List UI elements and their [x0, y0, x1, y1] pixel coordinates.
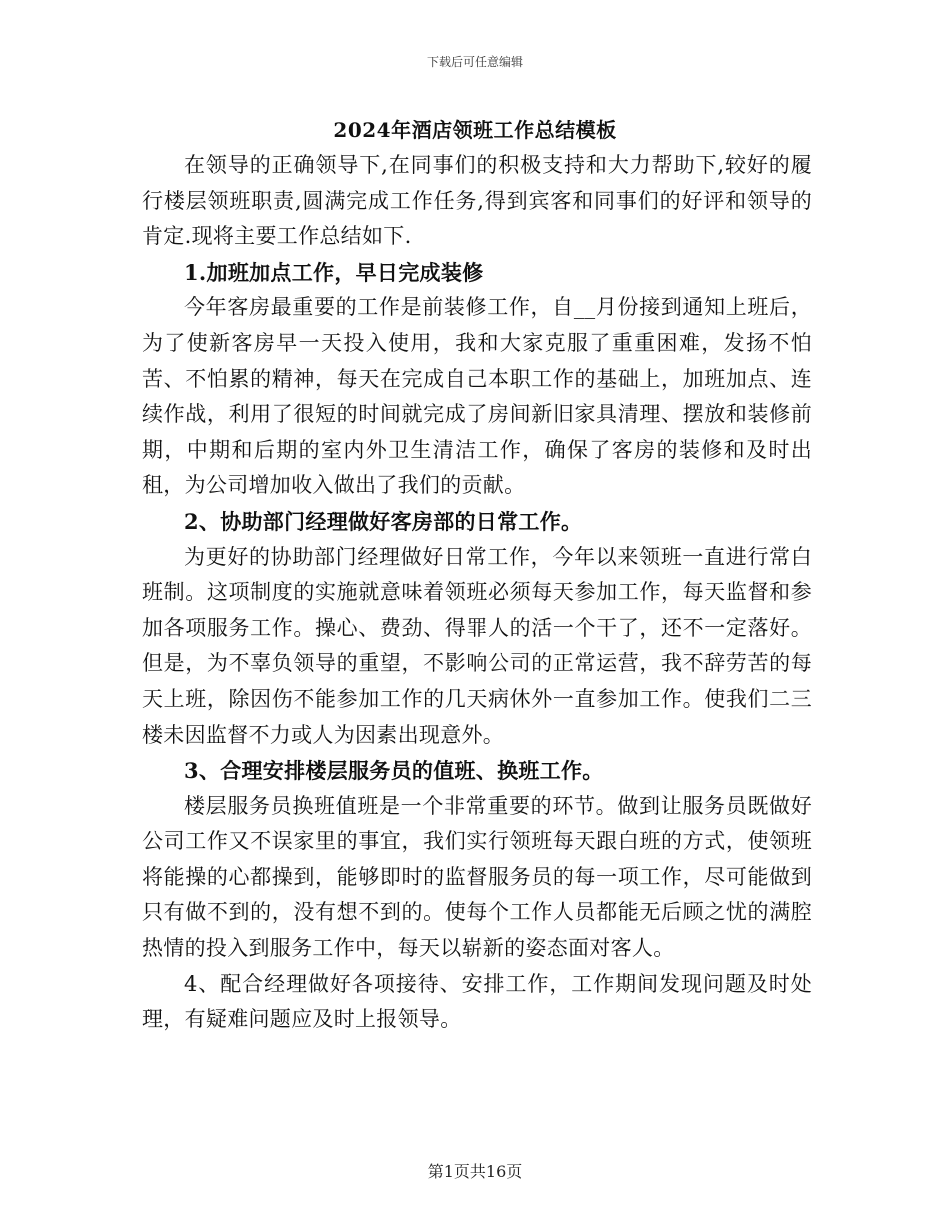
section-paragraph-4: 4、配合经理做好各项接待、安排工作，工作期间发现问题及时处理，有疑难问题应及时上报领导。	[142, 971, 812, 1032]
header-note: 下载后可任意编辑	[426, 55, 523, 69]
document-title: 2024年酒店领班工作总结模板	[333, 118, 617, 142]
section-paragraph-3: 楼层服务员换班值班是一个非常重要的环节。做到让服务员既做好公司工作又不误家里的事宜，我们实行领班每天跟白班的方式，使领班将能操的心都操到，能够即时的监督服务员的每一项工作，尽可能做到只有做不到的，没有想不到的。使每个工作人员都能无后顾之忧的满腔热情的投入到服务工作中，每天以崭新的姿态面对客人。	[142, 793, 812, 961]
document-body	[142, 148, 812, 1038]
intro-paragraph: 在领导的正确领导下,在同事们的积极支持和大力帮助下,较好的履行楼层领班职责,圆满完成工作任务,得到宾客和同事们的好评和领导的肯定.现将主要工作总结如下.	[142, 153, 812, 249]
section-heading-1: 1.加班加点工作，早日完成装修	[184, 259, 484, 285]
page-footer: 第1页共16页	[427, 1162, 523, 1181]
section-paragraph-1: 今年客房最重要的工作是前装修工作，自__月份接到通知上班后，为了使新客房早一天投入使用，我和大家克服了重重困难，发扬不怕苦、不怕累的精神，每天在完成自己本职工作的基础上，加班加点、连续作战，利用了很短的时间就完成了房间新旧家具清理、摆放和装修前期，中期和后期的室内外卫生清洁工作，确保了客房的装修和及时出租，为公司增加收入做出了我们的贡献。	[142, 295, 812, 498]
section-heading-3: 3、合理安排楼层服务员的值班、换班工作。	[184, 758, 604, 784]
section-paragraph-2: 为更好的协助部门经理做好日常工作，今年以来领班一直进行常白班制。这项制度的实施就意味着领班必须每天参加工作，每天监督和参加各项服务工作。操心、费劲、得罪人的活一个干了，还不一定落好。但是，为不辜负领导的重望，不影响公司的正常运营，我不辞劳苦的每天上班，除因伤不能参加工作的几天病休外一直参加工作。使我们二三楼未因监督不力或人为因素出现意外。	[142, 544, 812, 747]
section-heading-2: 2、协助部门经理做好客房部的日常工作。	[184, 508, 583, 534]
